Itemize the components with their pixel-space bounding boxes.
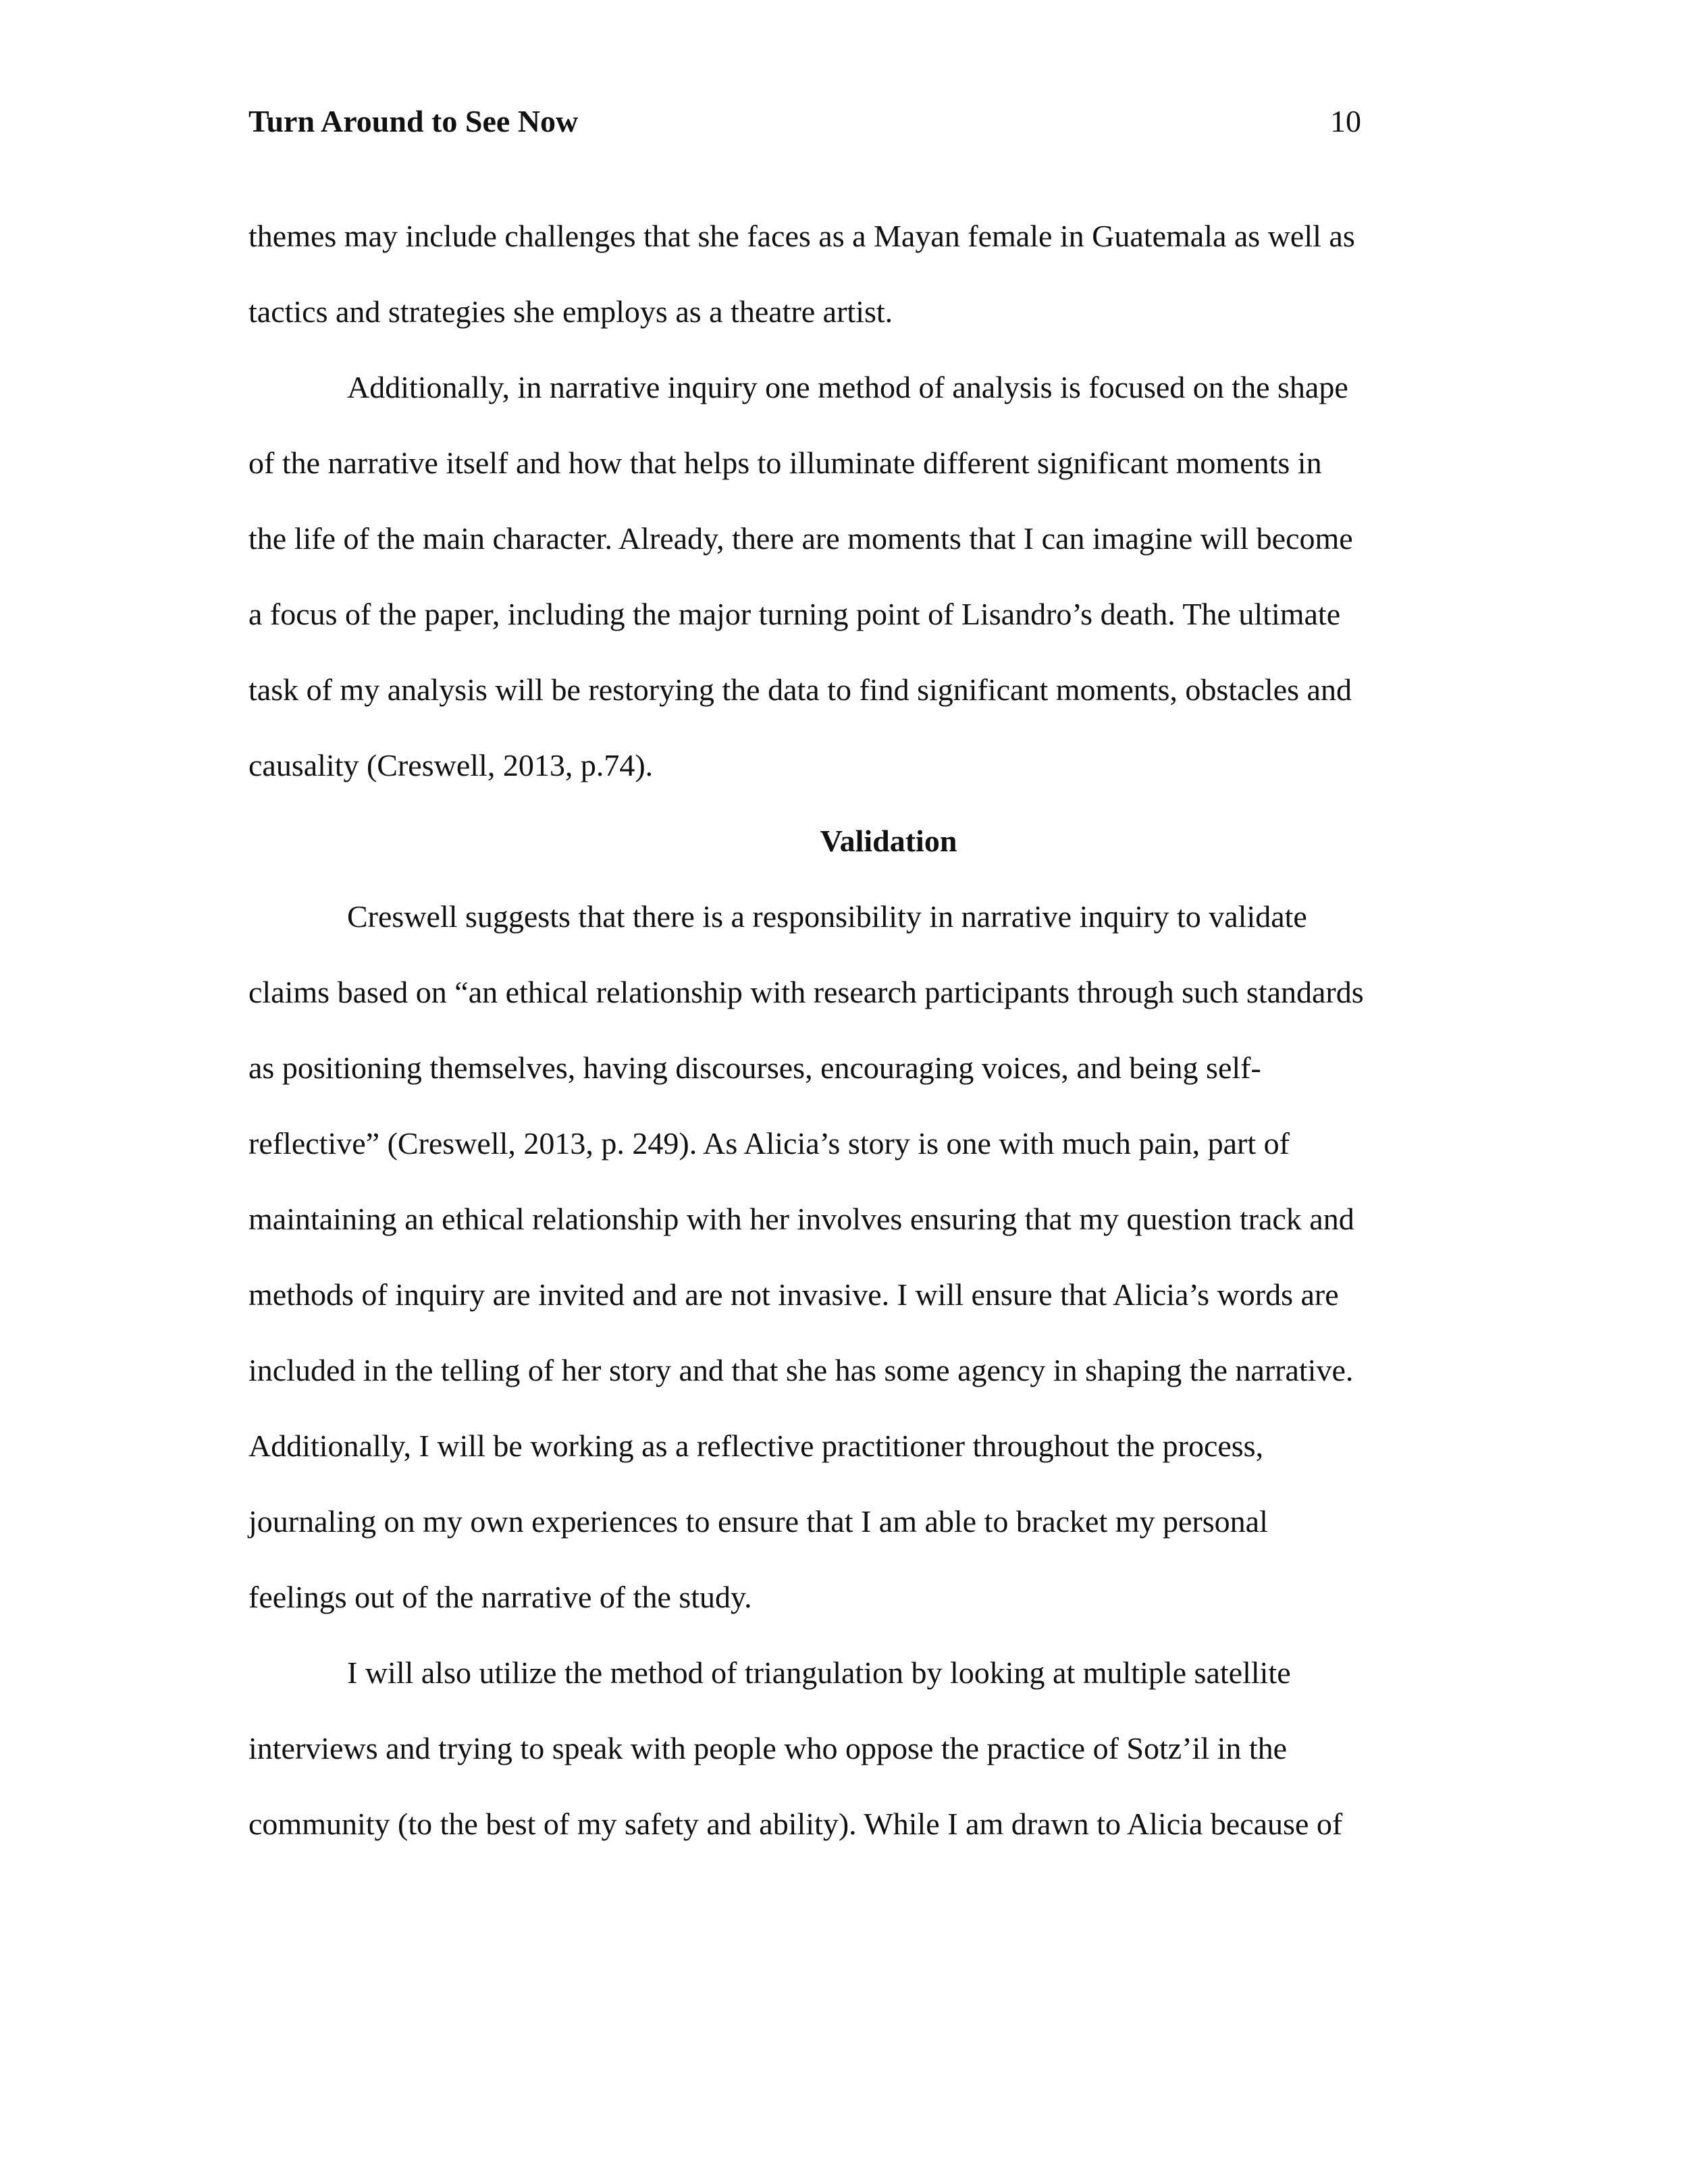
text-line: task of my analysis will be restorying the data to find significant moments, obstacles and [248, 672, 1352, 707]
text-line: reflective” (Creswell, 2013, p. 249). As Alicia’s story is one with much pain, part of [248, 1126, 1290, 1161]
text-line: methods of inquiry are invited and are not invasive. I will ensure that Alicia’s words are [248, 1277, 1339, 1312]
text-line: I will also utilize the method of triangulation by looking at multiple satellite [347, 1655, 1291, 1690]
text-line: claims based on “an ethical relationship with research participants through such standards [248, 975, 1364, 1009]
text-line: Additionally, in narrative inquiry one method of analysis is focused on the shape [347, 370, 1348, 404]
text-line: themes may include challenges that she faces as a Mayan female in Guatemala as well as [248, 219, 1355, 253]
text-line: interviews and trying to speak with people who oppose the practice of Sotz’il in the [248, 1731, 1288, 1765]
text-line: feelings out of the narrative of the study. [248, 1580, 752, 1614]
document-body [248, 215, 1450, 1878]
text-line: journaling on my own experiences to ensure that I am able to bracket my personal [248, 1504, 1268, 1539]
running-head: Turn Around to See Now [248, 104, 579, 138]
text-line: maintaining an ethical relationship with her involves ensuring that my question track and [248, 1202, 1354, 1236]
page-number: 10 [1330, 104, 1361, 138]
section-heading: Validation [820, 824, 957, 858]
text-line: the life of the main character. Already, there are moments that I can imagine will become [248, 521, 1353, 556]
text-line: as positioning themselves, having discourses, encouraging voices, and being self- [248, 1050, 1261, 1085]
text-line: causality (Creswell, 2013, p.74). [248, 748, 654, 782]
text-line: Creswell suggests that there is a responsibility in narrative inquiry to validate [347, 899, 1307, 934]
text-line: Additionally, I will be working as a reflective practitioner throughout the process, [248, 1429, 1264, 1463]
text-line: of the narrative itself and how that helps to illuminate different significant moments in [248, 446, 1322, 480]
text-line: a focus of the paper, including the major turning point of Lisandro’s death. The ultimate [248, 597, 1341, 631]
text-line: community (to the best of my safety and ability). While I am drawn to Alicia because of [248, 1807, 1343, 1841]
text-line: tactics and strategies she employs as a theatre artist. [248, 294, 893, 329]
text-line: included in the telling of her story and that she has some agency in shaping the narrative. [248, 1353, 1354, 1387]
